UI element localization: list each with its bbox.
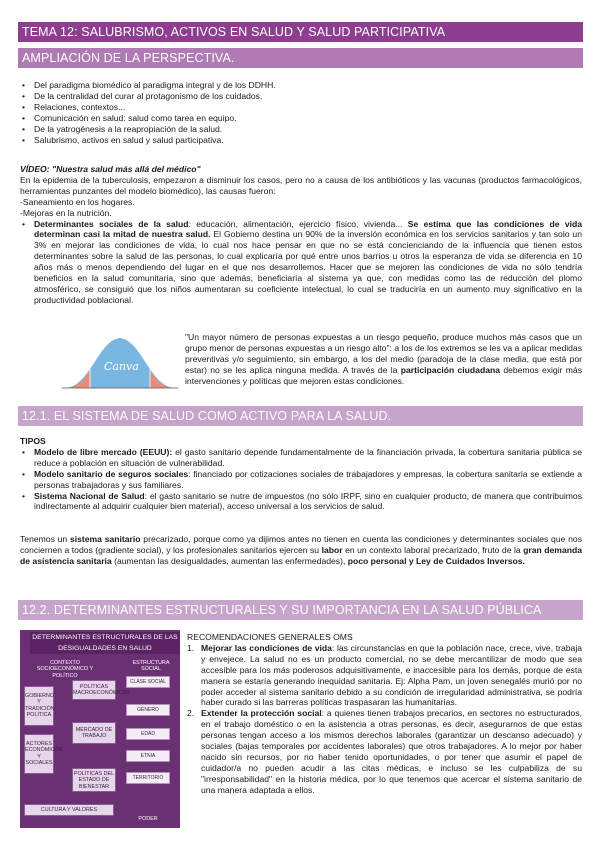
diagram-territorio: TERRITORIO: [126, 772, 170, 784]
video-item: -Saneamiento en los hogares.: [20, 196, 135, 207]
list-item: • Salubrismo, activos en salud y salud participativa.: [20, 135, 582, 146]
diagram-genero: GÉNERO: [126, 704, 170, 716]
diagram-context-label: CONTEXTO SOCIOECONÓMICO Y POLÍTICO: [36, 660, 94, 679]
watermark-text: Canva: [104, 360, 139, 373]
determinants-diagram: [20, 630, 180, 828]
diagram-actores: ACTORES ECONÓMICOS Y SOCIALES: [24, 734, 54, 774]
diagram-edad: EDAD: [126, 728, 170, 740]
section-title-12-2: 12.2. DETERMINANTES ESTRUCTURALES Y SU IMPORTANCIA EN LA SALUD PÚBLICA: [18, 600, 583, 620]
page-title: TEMA 12: SALUBRISMO, ACTIVOS EN SALUD Y SALUD PARTICIPATIVA: [18, 22, 583, 42]
determinantes-paragraph: • Determinantes sociales de la salud: educación, alimentación, ejercicio físico, vivienda... Se estima que las condiciones de vida determinan casi la mitad de nuestra salud. El Gobierno destina un 90% de la inversión económica en los servicios sanitarios y tan solo un 3% en mejorar las condiciones de vida, lo cual nos hace pensar en que no se está concienciando de la influencia que tienen estos determinantes sobre la salud de las personas, lo cual explicaría por qué entre unos barrios u otros la esperanza de vida se diferencia en 10 años más o menos dependiendo del lugar en el que nos desarrollemos. Hacer que se mejoren las condiciones de vida no sólo tendría beneficios en la salud comunitaria, sino que además, beneficiaría al sistema ya que, con medidas como las de reducción del plomo atmosférico, se consiguió que los niños aumentaran su coeficiente intelectual, lo cual se traduciría en un aumento muy significativo en la productividad poblacional.: [20, 219, 582, 306]
diagram-politicas-macro: POLÍTICAS MACROECONÓMICAS: [72, 680, 116, 700]
tipos-section: [20, 436, 582, 512]
list-item: • Relaciones, contextos...: [20, 102, 582, 113]
list-item: • Modelo de libre mercado (EEUU): el gasto sanitario depende fundamentalmente de la financiación privada, la cobertura sanitaria pública se reduce a población en situación de vulnerabilidad.: [20, 447, 582, 469]
list-item: • De la yatrogénesis a la reapropiación de la salud.: [20, 124, 582, 135]
intro-bullets: [20, 80, 582, 145]
list-item: • Del paradigma biomédico al paradigma integral y de los DDHH.: [20, 80, 582, 91]
bell-curve-image: [60, 330, 180, 394]
list-item: 1. Mejorar las condiciones de vida: las circunstancias en que la población nace, crece, vive, trabaja y envejece. La salud no es un producto comercial, no se debe mercantilizar de modo que sea accesible para los más poderosos adquisitivamente, e inaccesible para los demás, porque de esta manera se estaría generando inequidad sanitaria. Ej: Alpha Pam, un joven senegalés murió por no poder acceder al sistema sanitario debido a su condición de irregularidad administrativa, se podría haber curado si las barreras políticas traspasaran las humanitarias.: [187, 642, 583, 708]
video-item: -Mejoras en la nutrición.: [20, 207, 112, 218]
diagram-poder: PODER: [138, 816, 158, 822]
list-item: 2. Extender la protección social: a quienes tienen trabajos precarios, en sectores no estructurados, en el trabajo doméstico o en la asistencia a otras personas, es decir, asegurarnos de que estas personas tengan acceso a los mismos derechos laborales (garantizar un descanso adecuado) y sociales (bajas temporales por accidentes laborales) que otros trabajadores. A lo mejor por haber nacido sin recursos, por no haber tenido oportunidades, o por tener que asumir el papel de cuidador/a no pueden acudir a las citas médicas, e incluso se les culpabiliza de su "irresponsabilidad" en la historia médica, por lo que tenemos que acercar el sistema sanitario de una manera adaptada a ellos.: [187, 708, 582, 795]
diagram-clase: CLASE SOCIAL: [126, 676, 170, 688]
diagram-structure-label: ESTRUCTURA SOCIAL: [132, 660, 170, 673]
rec-label: RECOMENDACIONES GENERALES OMS: [187, 632, 353, 642]
quote-paragraph: "Un mayor número de personas expuestas a un riesgo pequeño, produce muchos más casos que un grupo menor de personas expuestas a un riesgo alto": a los de los extremos se les va a aplicar medidas preventivas y/o seguimiento, sin embargo, a los del medio (paradoja de la clase media, que está por estar) no se les aplica ninguna medida. A través de la participación ciudadana debemos exigir más intervenciones y políticas que mejoren estas condiciones.: [185, 332, 583, 386]
diagram-gobierno: GOBIERNO Y TRADICIÓN POLÍTICA: [24, 686, 54, 726]
list-item: • Sistema Nacional de Salud: el gasto sanitario se nutre de impuestos (no sólo IRPF, sino en cualquier producto, de manera que contribuimos indirectamente al adquirir cualquier bien material), acceso universal a los servicios de salud.: [20, 491, 582, 513]
list-item: • Comunicación en salud: salud como tarea en equipo.: [20, 113, 582, 124]
section-title-12-1: 12.1. EL SISTEMA DE SALUD COMO ACTIVO PARA LA SALUD.: [18, 406, 583, 426]
list-item: • De la centralidad del curar al protagonismo de los cuidados.: [20, 91, 582, 102]
diagram-cultura: CULTURA Y VALORES: [24, 804, 114, 816]
sistema-paragraph: Tenemos un sistema sanitario precarizado, porque como ya dijimos antes no tienen en cuenta las condiciones y determinantes sociales que nos conciernen a todos (gradiente social), y los profesionales sanitarios ejercen su labor en un contexto laboral precarizado, fruto de la gran demanda de asistencia sanitaria (aumentan las desigualdades, aumentan las enfermedades), poco personal y Ley de Cuidados Inversos.: [20, 534, 582, 566]
diagram-politicas-bienestar: POLÍTICAS DEL ESTADO DE BIENESTAR: [72, 768, 116, 792]
recommendations: [187, 632, 582, 796]
video-label: VÍDEO: "Nuestra salud más allá del médico": [20, 164, 201, 174]
tipos-label: TIPOS: [20, 436, 46, 446]
subtitle-bar: AMPLIACIÓN DE LA PERSPECTIVA.: [18, 48, 583, 68]
video-section: [20, 164, 582, 306]
diagram-etnia: ETNIA: [126, 750, 170, 762]
list-item: • Modelo sanitario de seguros sociales: financiado por cotizaciones sociales de trabajadores y empresas, la cobertura sanitaria se extiende a personas trabajadoras y sus familiares.: [20, 469, 582, 491]
diagram-mercado-trabajo: MERCADO DE TRABAJO: [72, 722, 116, 744]
video-text: En la epidemia de la tuberculosis, empezaron a disminuir los casos, pero no a causa de los antibióticos y las vacunas (productos farmacológicos, herramientas punzantes del modelo biomédico), las causas fueron:: [20, 174, 582, 196]
diagram-title: DETERMINANTES ESTRUCTURALES DE LAS DESIGUALDADES EN SALUD: [30, 632, 180, 654]
